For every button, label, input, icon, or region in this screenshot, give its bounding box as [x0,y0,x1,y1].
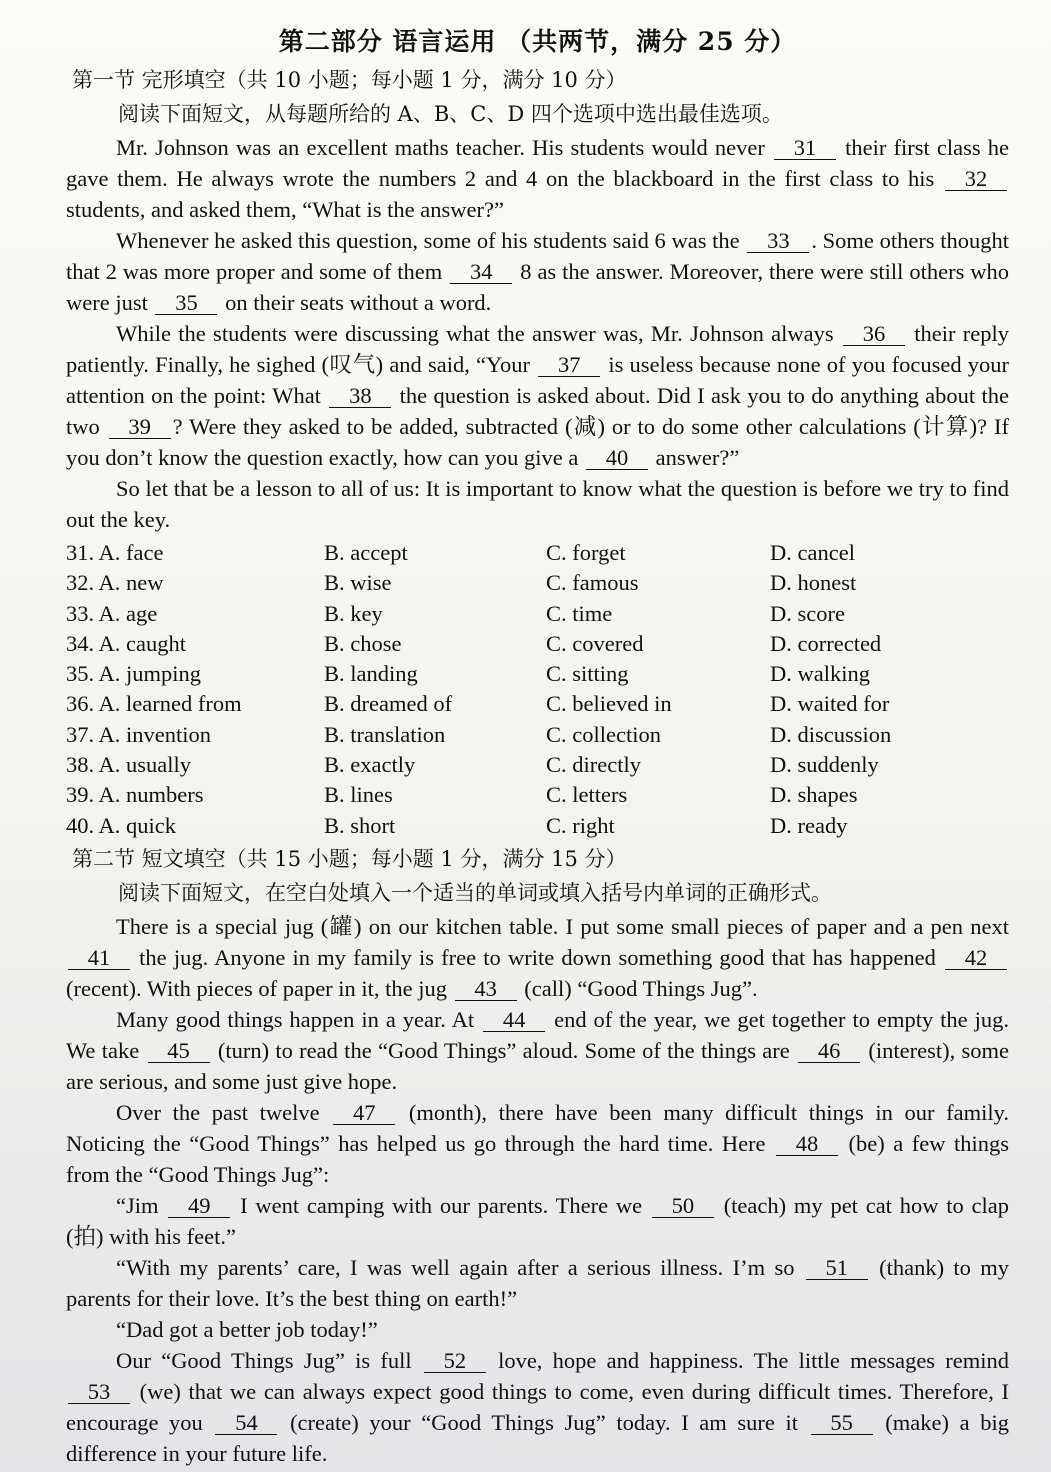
option-b: B. wise [324,570,392,596]
option-d: D. suddenly [770,752,879,778]
option-b: B. translation [324,721,446,747]
text: (interest), some are serious, and some just give hope. [66,1037,1010,1094]
text: (teach) my pet cat how to clap (拍) with his feet.” [66,1192,1010,1249]
text: end of the year, we get together to empty the jug. We take [66,1006,1010,1063]
option-c: C. time [546,600,613,626]
section2-instruction: 阅读下面短文，在空白处填入一个适当的单词或填入括号内单词的正确形式。 [118,880,832,905]
option-c: C. directly [546,752,641,778]
option-c: C. famous [546,570,639,596]
text: There is a special jug (罐) on our kitchen table. I put some small pieces of paper and a pen next [116,913,1009,939]
blank-54: 54 [215,1412,277,1435]
text: (turn) to read the “Good Things” aloud. Some of the things are [217,1037,790,1063]
blank-37: 37 [538,354,600,377]
option-d: D. waited for [770,691,890,717]
text: (recent). With pieces of paper in it, the jug [66,975,448,1001]
text: answer?” [655,445,740,470]
option-b: B. chose [324,630,402,656]
text: (create) your “Good Things Jug” today. I am sure it [290,1409,799,1435]
text: ? Were they asked to be added, subtracted (减) or to do some other calculations (计算)? If you don’t know the question exactly, how can you give a [66,414,1010,470]
option-a: 33. A. age [66,600,158,626]
blank-44: 44 [483,1009,545,1032]
blank-46: 46 [798,1040,860,1063]
text: students, and asked them, “What is the answer?” [66,197,504,222]
text: “With my parents’ care, I was well again after a serious illness. I’m so [116,1254,795,1280]
text: (make) a big difference in your future life. [66,1409,1009,1466]
option-d: D. cancel [770,540,855,565]
blank-32: 32 [945,168,1007,191]
blank-38: 38 [329,385,391,408]
text: “Jim [116,1192,159,1218]
blank-55: 55 [811,1412,873,1435]
text: (month), there have been many difficult things in our family. Noticing the “Good Things” has helped us go through the hard time. Here [66,1099,1010,1156]
section1-title: 第一节 完形填空（共 10 小题；每小题 1 分，满分 10 分） [72,68,627,92]
option-a: 39. A. numbers [66,782,204,808]
option-row [66,780,1009,810]
option-c: C. letters [546,782,628,808]
fill-paragraph-7 [66,1345,1009,1469]
option-a: 38. A. usually [66,752,192,778]
option-d: D. honest [770,570,857,596]
option-row [66,659,1009,689]
cloze-paragraph-4: So let that be a lesson to all of us: It is important to know what the question is before we try to find out the key. [66,476,1009,532]
text: While the students were discussing what the answer was, Mr. Johnson always [116,321,834,346]
text: their reply patiently. Finally, he sighed (叹气) and said, “Your [66,321,1009,377]
text: Our “Good Things Jug” is full [116,1347,412,1373]
text: their first class he gave them. He always wrote the numbers 2 and 4 on the blackboard in the first class to his [66,135,1010,191]
blank-40: 40 [586,447,648,470]
blank-52: 52 [424,1350,486,1373]
blank-36: 36 [843,323,905,346]
option-b: B. dreamed of [324,691,453,717]
option-c: C. forget [546,540,626,565]
text: the jug. Anyone in my family is free to write down something good that has happened [139,944,936,970]
text: Whenever he asked this question, some of his students said 6 was the [116,228,740,253]
blank-34: 34 [450,261,512,284]
blank-42: 42 [945,947,1007,970]
part-title: 第二部分 语言运用 （共两节，满分 25 分） [278,27,797,56]
text: on their seats without a word. [225,290,492,315]
option-b: B. key [324,600,383,626]
cloze-paragraph-2 [66,225,1009,318]
option-c: C. sitting [546,661,629,687]
fill-paragraph-3 [66,1097,1009,1190]
text: is useless because none of you focused your attention on the point: What [66,352,1010,408]
option-row [66,629,1009,659]
option-d: D. shapes [770,782,858,808]
blank-41: 41 [68,947,130,970]
option-b: B. landing [324,661,418,687]
blank-33: 33 [747,230,809,253]
option-a: 31. A. face [66,540,164,565]
option-b: B. short [324,812,396,838]
text: the question is asked about. Did I ask you to do anything about the two [66,383,1010,439]
option-row [66,720,1009,750]
fill-paragraph-5 [66,1252,1009,1314]
text: I went camping with our parents. There we [240,1192,643,1218]
cloze-paragraph-1 [66,132,1009,225]
option-b: B. accept [324,540,408,565]
option-a: 32. A. new [66,570,164,596]
blank-50: 50 [652,1195,714,1218]
blank-39: 39 [109,416,171,439]
section2-title: 第二节 短文填空（共 15 小题；每小题 1 分，满分 15 分） [72,846,627,871]
blank-49: 49 [168,1195,230,1218]
fill-paragraph-4 [66,1190,1009,1252]
option-c: C. collection [546,721,661,747]
option-c: C. covered [546,630,644,656]
option-row [66,538,1009,568]
blank-43: 43 [455,978,517,1001]
text: (be) a few things from the “Good Things Jug”: [66,1130,1009,1187]
text: Mr. Johnson was an excellent maths teacher. His students would never [116,135,765,160]
option-d: D. discussion [770,721,892,747]
text: . Some others thought that 2 was more proper and some of them [66,228,1009,284]
option-row [66,750,1009,780]
blank-45: 45 [148,1040,210,1063]
blank-47: 47 [333,1102,395,1125]
option-d: D. score [770,600,845,626]
blank-51: 51 [806,1257,868,1280]
text: Over the past twelve [116,1099,320,1125]
text: love, hope and happiness. The little messages remind [498,1347,1010,1373]
option-row [66,568,1009,598]
blank-35: 35 [155,292,217,315]
option-a: 40. A. quick [66,812,176,838]
option-d: D. ready [770,812,848,838]
fill-paragraph-1 [66,911,1009,1004]
cloze-paragraph-3 [66,318,1009,473]
option-a: 34. A. caught [66,630,186,656]
option-row [66,811,1009,841]
text: (we) that we can always expect good things to come, even during difficult times. Therefore, I encourage you [66,1378,1009,1435]
option-c: C. right [546,812,615,838]
fill-paragraph-2 [66,1004,1009,1097]
option-a: 35. A. jumping [66,661,202,687]
fill-paragraph-6: “Dad got a better job today!” [116,1316,378,1342]
option-d: D. walking [770,661,870,687]
text: (thank) to my parents for their love. It’s the best thing on earth!” [66,1254,1009,1311]
option-b: B. exactly [324,752,416,778]
section1-instruction: 阅读下面短文，从每题所给的 A、B、C、D 四个选项中选出最佳选项。 [118,102,783,126]
option-row [66,689,1009,719]
option-d: D. corrected [770,630,882,656]
text: (call) “Good Things Jug”. [524,975,758,1001]
option-b: B. lines [324,782,393,808]
option-a: 37. A. invention [66,721,211,747]
blank-53: 53 [68,1381,130,1404]
blank-48: 48 [776,1133,838,1156]
option-c: C. believed in [546,691,672,717]
options-table [66,538,1009,841]
option-row [66,599,1009,629]
blank-31: 31 [774,137,836,160]
option-a: 36. A. learned from [66,691,242,717]
text: 8 as the answer. Moreover, there were still others who were just [66,259,1010,315]
text: Many good things happen in a year. At [116,1006,475,1032]
